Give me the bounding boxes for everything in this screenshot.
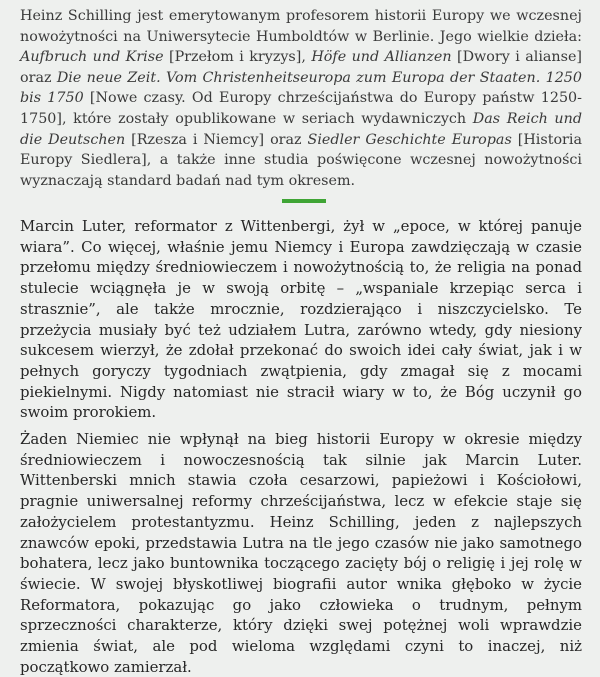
bio-title-hofe: Höfe und Allianzen [311,49,452,66]
bio-text-1: Heinz Schilling jest emerytowanym profesorem historii Europy we wczesnej nowożytności na Uniwersytecie Humboldtów w Berlinie. Jego wielkie dzieła: [20,8,582,45]
author-bio [20,6,582,191]
bio-text-5: [Rzesza i Niemcy] oraz [125,131,308,148]
bio-text-3: [Dwory i alianse] oraz [20,49,583,86]
green-divider [282,199,326,203]
bio-text-2: [Przełom i kryzys], [163,49,312,66]
description-paragraph-2: Żaden Niemiec nie wpłynął na bieg historii Europy w okresie między średniowieczem i nowoczesnością tak silnie jak Marcin Luter. Wittenberski mnich stawia czoła cesarzowi, papieżowi i Kościołowi, pragnie uniwersalnej reformy chrześcijaństwa, lecz w efekcie staje się założycielem protestantyzmu. Heinz Schilling, jeden z najlepszych znawców epoki, przedstawia Lutra na tle jego czasów nie jako samotnego bohatera, lecz jako buntownika toczącego zacięty bój o religię i jej rolę w świecie. W swojej błyskotliwej biografii autor wnika głęboko w życie Reformatora, pokazując go jako człowieka o trudnym, pełnym sprzeczności charakterze, który dzięki swej potężnej woli wprawdzie zmienia świat, ale pod wieloma względami czyni to inaczej, niż początkowo zamierzał. [20,430,582,676]
description-paragraph-1: Marcin Luter, reformator z Wittenbergi, żył w „epoce, w której panuje wiara”. Co więcej, właśnie jemu Niemcy i Europa zawdzięczają w czasie przełomu między średniowieczem i nowożytnością to, że religia na ponad stulecie wciągnęła je w swoją orbitę – „wspaniale krzepiąc serca i strasznie”, ale także mrocznie, rozdzierająco i niszczycielsko. Te przeżycia musiały być też udziałem Lutra, zarówno wtedy, gdy niesiony sukcesem wierzył, że zdołał przekonać do swoich idei cały świat, jak i w pełnych goryczy tygodniach zwątpienia, gdy zmagał się z mocami piekielnymi. Nigdy natomiast nie stracił wiary w to, że Bóg uczynił go swoim prorokiem. [20,217,582,422]
bio-title-aufbruch: Aufbruch und Krise [20,49,164,66]
bio-title-siedler: Siedler Geschichte Europas [307,131,512,148]
bio-title-neue-zeit: Die neue Zeit. Vom Christenheitseuropa zum Europa der Staaten. 1250 bis 1750 [20,69,582,107]
bio-title-reich: Das Reich und die Deutschen [20,110,582,148]
bio-text-4: [Nowe czasy. Od Europy chrześcijaństwa do Europy państw 1250-1750], które zostały opublikowane w seriach wydawniczych [20,90,582,127]
bio-text-6: [Historia Europy Siedlera], a także inne studia poświęcone wczesnej nowożytności wyznaczają standard badań nad tym okresem. [20,131,582,189]
